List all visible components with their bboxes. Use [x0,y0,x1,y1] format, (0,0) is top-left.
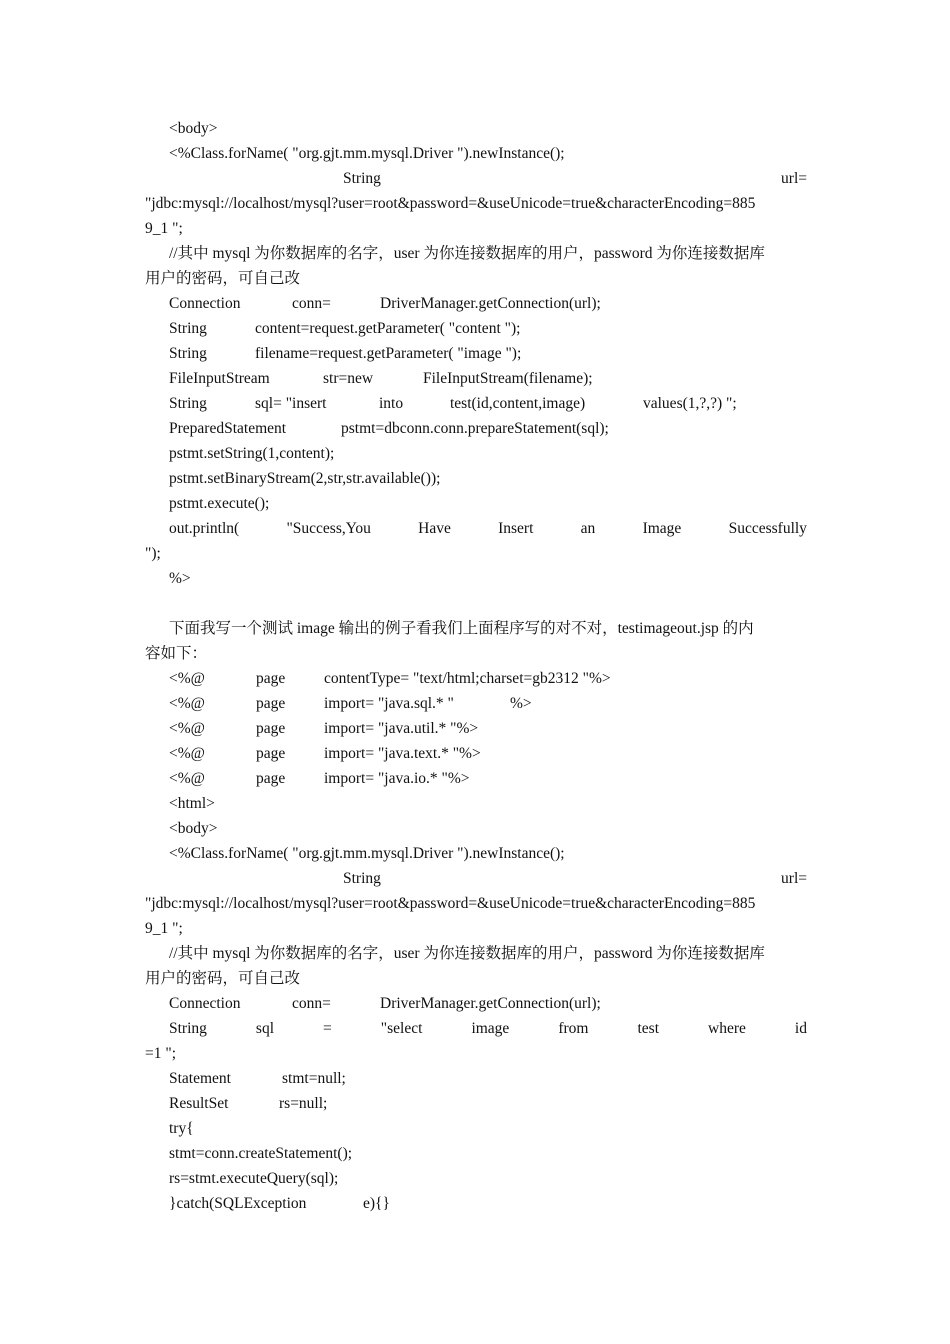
code-line [169,1166,807,1191]
directive-line [169,691,807,716]
code-token: where [708,1020,746,1037]
code-token: ResultSet [169,1095,229,1112]
code-line [169,816,807,841]
code-line-connection [169,991,807,1016]
code-line-string-decl [169,166,807,191]
code-token: conn= [292,295,331,312]
code-text: pstmt.setBinaryStream(2,str,str.available()); [169,470,441,487]
code-token: page [256,670,286,687]
code-line-sql-insert [169,391,807,416]
code-line [169,1091,807,1116]
code-text: "jdbc:mysql://localhost/mysql?user=root&password=&useUnicode=true&characterEncoding=885 [145,895,756,912]
code-line-println [169,516,807,541]
code-line-connection [169,291,807,316]
code-token: FileInputStream(filename); [423,370,593,387]
code-token: test(id,content,image) [450,395,586,412]
code-token: str=new [323,370,374,387]
code-line [169,841,807,866]
code-line-sql-select [169,1016,807,1041]
comment-text: //其中 mysql 为你数据库的名字，user 为你连接数据库的用户，password 为你连接数据库 [169,945,765,962]
comment-text: //其中 mysql 为你数据库的名字，user 为你连接数据库的用户，password 为你连接数据库 [169,245,765,262]
code-line [145,1041,807,1066]
code-token: DriverManager.getConnection(url); [380,295,601,312]
directive-line [169,741,807,766]
paragraph-line [169,616,807,641]
paragraph-line [145,641,807,666]
code-token: pstmt=dbconn.conn.prepareStatement(sql); [341,420,609,437]
code-text: %> [169,570,191,587]
code-token: String [169,395,207,412]
code-token: Image [642,520,682,537]
code-text: <body> [169,120,218,137]
code-text: 9_1 "; [145,920,183,937]
code-token: <%@ [169,695,205,712]
code-line [145,916,807,941]
code-token: = [323,1020,332,1037]
paragraph-text: 下面我写一个测试 image 输出的例子看我们上面程序写的对不对，testimageout.jsp 的内 [169,620,754,637]
code-text: <%Class.forName( "org.gjt.mm.mysql.Driver ").newInstance(); [169,845,565,862]
code-text: 9_1 "; [145,220,183,237]
code-token: import= "java.io.* "%> [324,770,470,787]
directive-line [169,666,807,691]
code-token: rs=null; [279,1095,328,1112]
code-token: Connection [169,995,241,1012]
code-text: "); [145,545,161,562]
code-token: out.println( [169,520,240,537]
code-line [145,541,807,566]
code-token: Insert [498,520,534,537]
code-token: page [256,770,286,787]
directive-line [169,766,807,791]
code-line [169,316,807,341]
code-token: conn= [292,995,331,1012]
code-token: url= [781,870,807,887]
code-token: }catch(SQLException [169,1195,307,1212]
code-token: page [256,695,286,712]
comment-line [169,941,807,966]
code-line [169,341,807,366]
comment-line [169,241,807,266]
code-token: String [169,345,207,362]
code-token: filename=request.getParameter( "image "); [255,345,522,362]
code-token: Have [418,520,451,537]
paragraph-text: 容如下： [145,645,208,662]
code-token: import= "java.text.* "%> [324,745,481,762]
code-token: page [256,720,286,737]
comment-line [145,966,807,991]
code-token: DriverManager.getConnection(url); [380,995,601,1012]
code-token: String [343,170,381,187]
code-line-string-decl [169,866,807,891]
comment-line [145,266,807,291]
code-token: "Success,You [286,520,371,537]
code-line [169,1191,807,1216]
code-token: content=request.getParameter( "content "); [255,320,521,337]
code-text: rs=stmt.executeQuery(sql); [169,1170,339,1187]
code-token: sql= "insert [255,395,327,412]
code-line [169,466,807,491]
code-text: try{ [169,1120,194,1137]
code-token: <%@ [169,670,205,687]
code-text: "jdbc:mysql://localhost/mysql?user=root&password=&useUnicode=true&characterEncoding=885 [145,195,756,212]
code-line [169,416,807,441]
code-text: <%Class.forName( "org.gjt.mm.mysql.Driver ").newInstance(); [169,145,565,162]
code-text: stmt=conn.createStatement(); [169,1145,353,1162]
code-token: FileInputStream [169,370,270,387]
code-line [169,116,807,141]
code-token: <%@ [169,770,205,787]
code-token: Successfully [728,520,807,537]
code-token: e){} [363,1195,390,1212]
comment-text: 用户的密码，可自己改 [145,970,301,987]
directive-line [169,716,807,741]
code-line [169,1116,807,1141]
code-text: <body> [169,820,218,837]
code-text: =1 "; [145,1045,176,1062]
code-line [169,491,807,516]
code-token: String [169,1020,207,1037]
comment-text: 用户的密码，可自己改 [145,270,301,287]
code-text: pstmt.execute(); [169,495,270,512]
code-token: stmt=null; [282,1070,346,1087]
code-line [169,791,807,816]
code-line [145,891,807,916]
code-token: Statement [169,1070,231,1087]
code-line [169,441,807,466]
code-token: into [379,395,404,412]
code-token: image [471,1020,510,1037]
code-token: String [343,870,381,887]
code-line [145,216,807,241]
code-token: String [169,320,207,337]
code-line [169,141,807,166]
code-token: import= "java.sql.* " [324,695,454,712]
code-token: url= [781,170,807,187]
code-token: "select [380,1020,423,1037]
code-token: sql [255,1020,275,1037]
code-token: Connection [169,295,241,312]
code-line [169,366,807,391]
code-line [145,191,807,216]
code-token: page [256,745,286,762]
code-token: %> [510,695,532,712]
code-token: values(1,?,?) "; [643,395,737,412]
code-text: <html> [169,795,215,812]
code-line [169,1066,807,1091]
code-token: import= "java.util.* "%> [324,720,479,737]
code-token: contentType= "text/html;charset=gb2312 "%> [324,670,611,687]
code-line [169,1141,807,1166]
code-token: <%@ [169,720,205,737]
code-text: pstmt.setString(1,content); [169,445,335,462]
code-token: from [558,1020,589,1037]
code-line [169,566,807,591]
code-token: an [580,520,596,537]
code-token: test [637,1020,660,1037]
code-token: PreparedStatement [169,420,287,437]
code-token: id [794,1020,807,1037]
code-token: <%@ [169,745,205,762]
